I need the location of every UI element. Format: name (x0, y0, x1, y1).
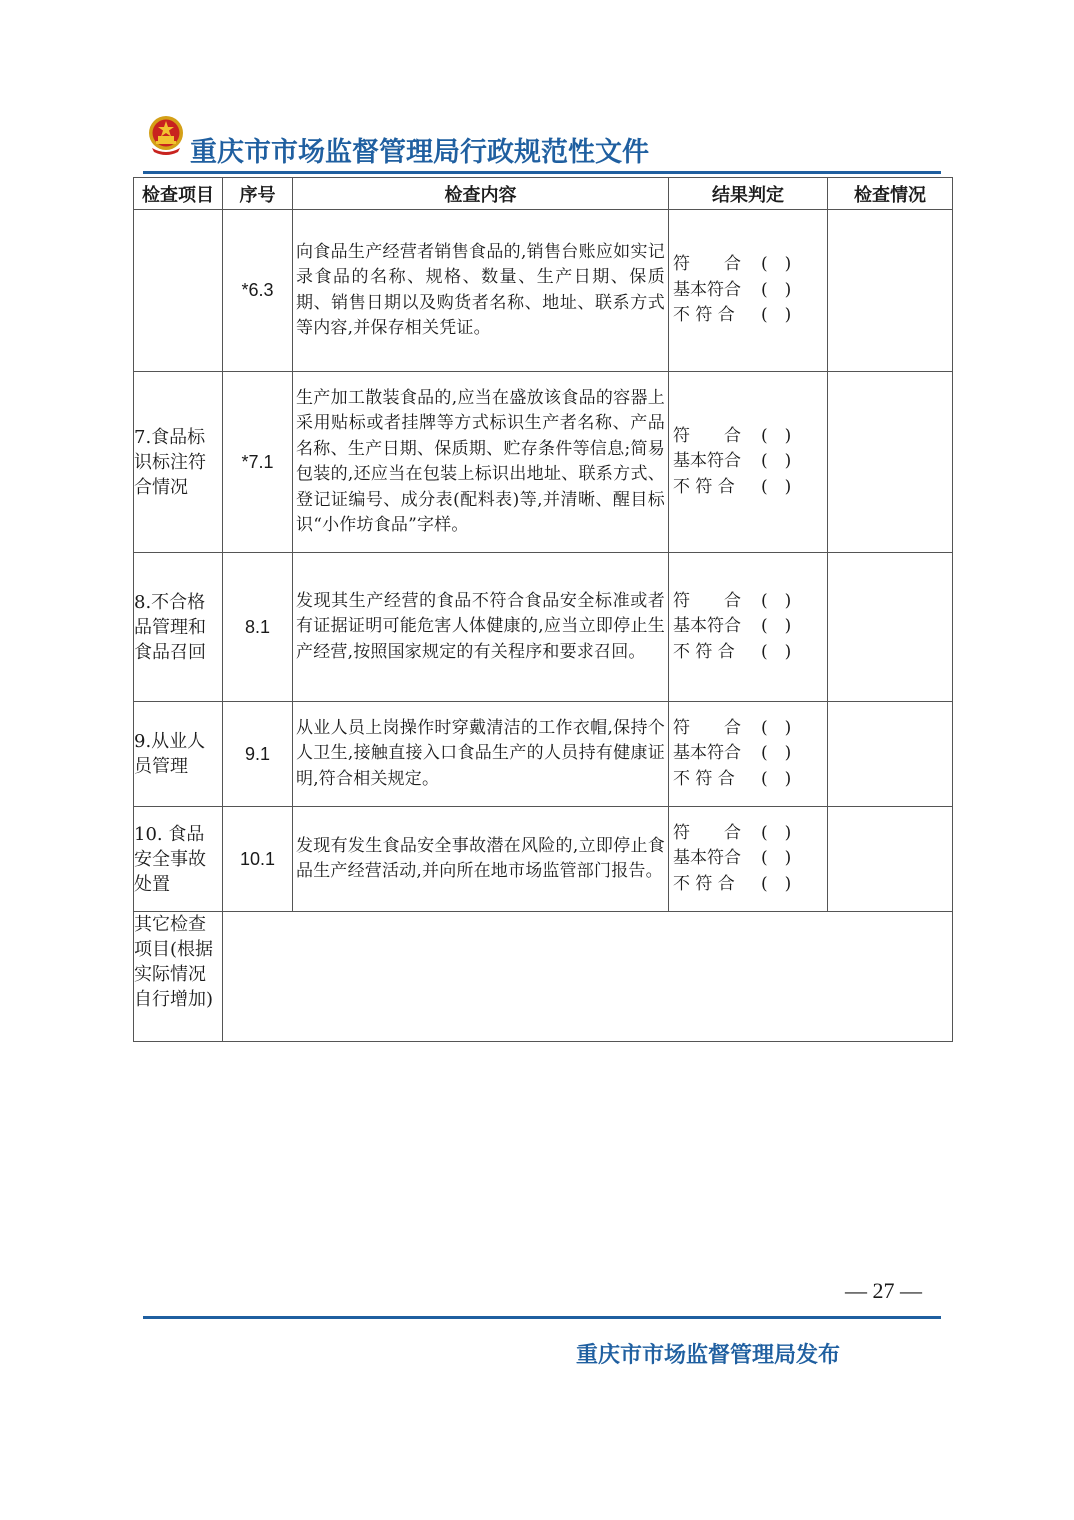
row-content: 发现有发生食品安全事故潜在风险的,立即停止食品生产经营活动,并向所在地市场监管部门报告。 (293, 807, 669, 912)
table-header-row (134, 178, 953, 210)
result-checkbox[interactable]: ( ) (761, 476, 792, 497)
result-checkbox[interactable]: ( ) (761, 279, 792, 300)
row-seq: *6.3 (223, 210, 293, 372)
result-checkbox[interactable]: ( ) (761, 254, 792, 275)
result-checkbox[interactable]: ( ) (761, 768, 792, 789)
row-seq: 10.1 (223, 807, 293, 912)
result-checkbox[interactable]: ( ) (761, 848, 792, 869)
inspection-checklist-table (133, 177, 953, 1042)
result-checkbox[interactable]: ( ) (761, 717, 792, 738)
result-option-basic-comply[interactable]: 基本符合 ( ) (673, 741, 823, 767)
result-option-comply[interactable]: 符 合 ( ) (673, 821, 823, 847)
row-findings[interactable] (828, 372, 953, 553)
result-option-basic-comply[interactable]: 基本符合 ( ) (673, 278, 823, 304)
result-checkbox[interactable]: ( ) (761, 822, 792, 843)
publisher-label: 重庆市市场监督管理局发布 (576, 1343, 841, 1368)
row-category: 7.食品标识标注符合情况 (134, 372, 223, 553)
col-header-findings: 检查情况 (828, 178, 953, 210)
row-category: 10. 食品安全事故处置 (134, 807, 223, 912)
row-findings[interactable] (828, 807, 953, 912)
row-seq: 8.1 (223, 553, 293, 702)
row-seq: 9.1 (223, 702, 293, 807)
result-checkbox[interactable]: ( ) (761, 425, 792, 446)
table-row (134, 702, 953, 807)
header-divider (143, 171, 941, 174)
row-category-other: 其它检查项目(根据实际情况自行增加) (134, 912, 223, 1042)
result-judgement (669, 553, 828, 702)
result-option-not-comply[interactable]: 不 符 合 ( ) (673, 640, 823, 666)
table-row (134, 210, 953, 372)
page-number: — 27 — (845, 1278, 922, 1303)
result-option-comply[interactable]: 符 合 ( ) (673, 424, 823, 450)
result-judgement (669, 807, 828, 912)
result-checkbox[interactable]: ( ) (761, 743, 792, 764)
result-judgement (669, 210, 828, 372)
col-header-item: 检查项目 (134, 178, 223, 210)
document-header-title: 重庆市市场监督管理局行政规范性文件 (190, 137, 649, 168)
result-checkbox[interactable]: ( ) (761, 616, 792, 637)
result-option-not-comply[interactable]: 不 符 合 ( ) (673, 475, 823, 501)
col-header-result: 结果判定 (669, 178, 828, 210)
row-findings[interactable] (828, 553, 953, 702)
result-judgement (669, 702, 828, 807)
row-content: 从业人员上岗操作时穿戴清洁的工作衣帽,保持个人卫生,接触直接入口食品生产的人员持有健康证明,符合相关规定。 (293, 702, 669, 807)
row-category (134, 210, 223, 372)
result-checkbox[interactable]: ( ) (761, 873, 792, 894)
col-header-seq: 序号 (223, 178, 293, 210)
row-content: 生产加工散装食品的,应当在盛放该食品的容器上采用贴标或者挂牌等方式标识生产者名称、产品名称、生产日期、保质期、贮存条件等信息;简易包装的,还应当在包装上标识出地址、联系方式、登记证编号、成分表(配料表)等,并清晰、醒目标识“小作坊食品”字样。 (293, 372, 669, 553)
table-row (134, 553, 953, 702)
result-option-not-comply[interactable]: 不 符 合 ( ) (673, 767, 823, 793)
result-checkbox[interactable]: ( ) (761, 641, 792, 662)
table-row (134, 372, 953, 553)
result-checkbox[interactable]: ( ) (761, 590, 792, 611)
result-option-comply[interactable]: 符 合 ( ) (673, 252, 823, 278)
result-option-basic-comply[interactable]: 基本符合 ( ) (673, 846, 823, 872)
result-option-comply[interactable]: 符 合 ( ) (673, 589, 823, 615)
result-checkbox[interactable]: ( ) (761, 451, 792, 472)
result-option-not-comply[interactable]: 不 符 合 ( ) (673, 872, 823, 898)
table-row (134, 807, 953, 912)
result-option-basic-comply[interactable]: 基本符合 ( ) (673, 614, 823, 640)
row-seq: *7.1 (223, 372, 293, 553)
row-findings[interactable] (828, 210, 953, 372)
result-option-not-comply[interactable]: 不 符 合 ( ) (673, 303, 823, 329)
row-content: 向食品生产经营者销售食品的,销售台账应如实记录食品的名称、规格、数量、生产日期、保质期、销售日期以及购货者名称、地址、联系方式等内容,并保存相关凭证。 (293, 210, 669, 372)
result-option-basic-comply[interactable]: 基本符合 ( ) (673, 449, 823, 475)
national-emblem-icon (146, 114, 186, 158)
row-other-findings[interactable] (223, 912, 953, 1042)
result-judgement (669, 372, 828, 553)
row-findings[interactable] (828, 702, 953, 807)
result-option-comply[interactable]: 符 合 ( ) (673, 716, 823, 742)
row-category: 9.从业人员管理 (134, 702, 223, 807)
result-checkbox[interactable]: ( ) (761, 305, 792, 326)
row-category: 8.不合格品管理和食品召回 (134, 553, 223, 702)
footer-divider (143, 1316, 941, 1319)
col-header-content: 检查内容 (293, 178, 669, 210)
table-row-other (134, 912, 953, 1042)
row-content: 发现其生产经营的食品不符合食品安全标准或者有证据证明可能危害人体健康的,应当立即停止生产经营,按照国家规定的有关程序和要求召回。 (293, 553, 669, 702)
